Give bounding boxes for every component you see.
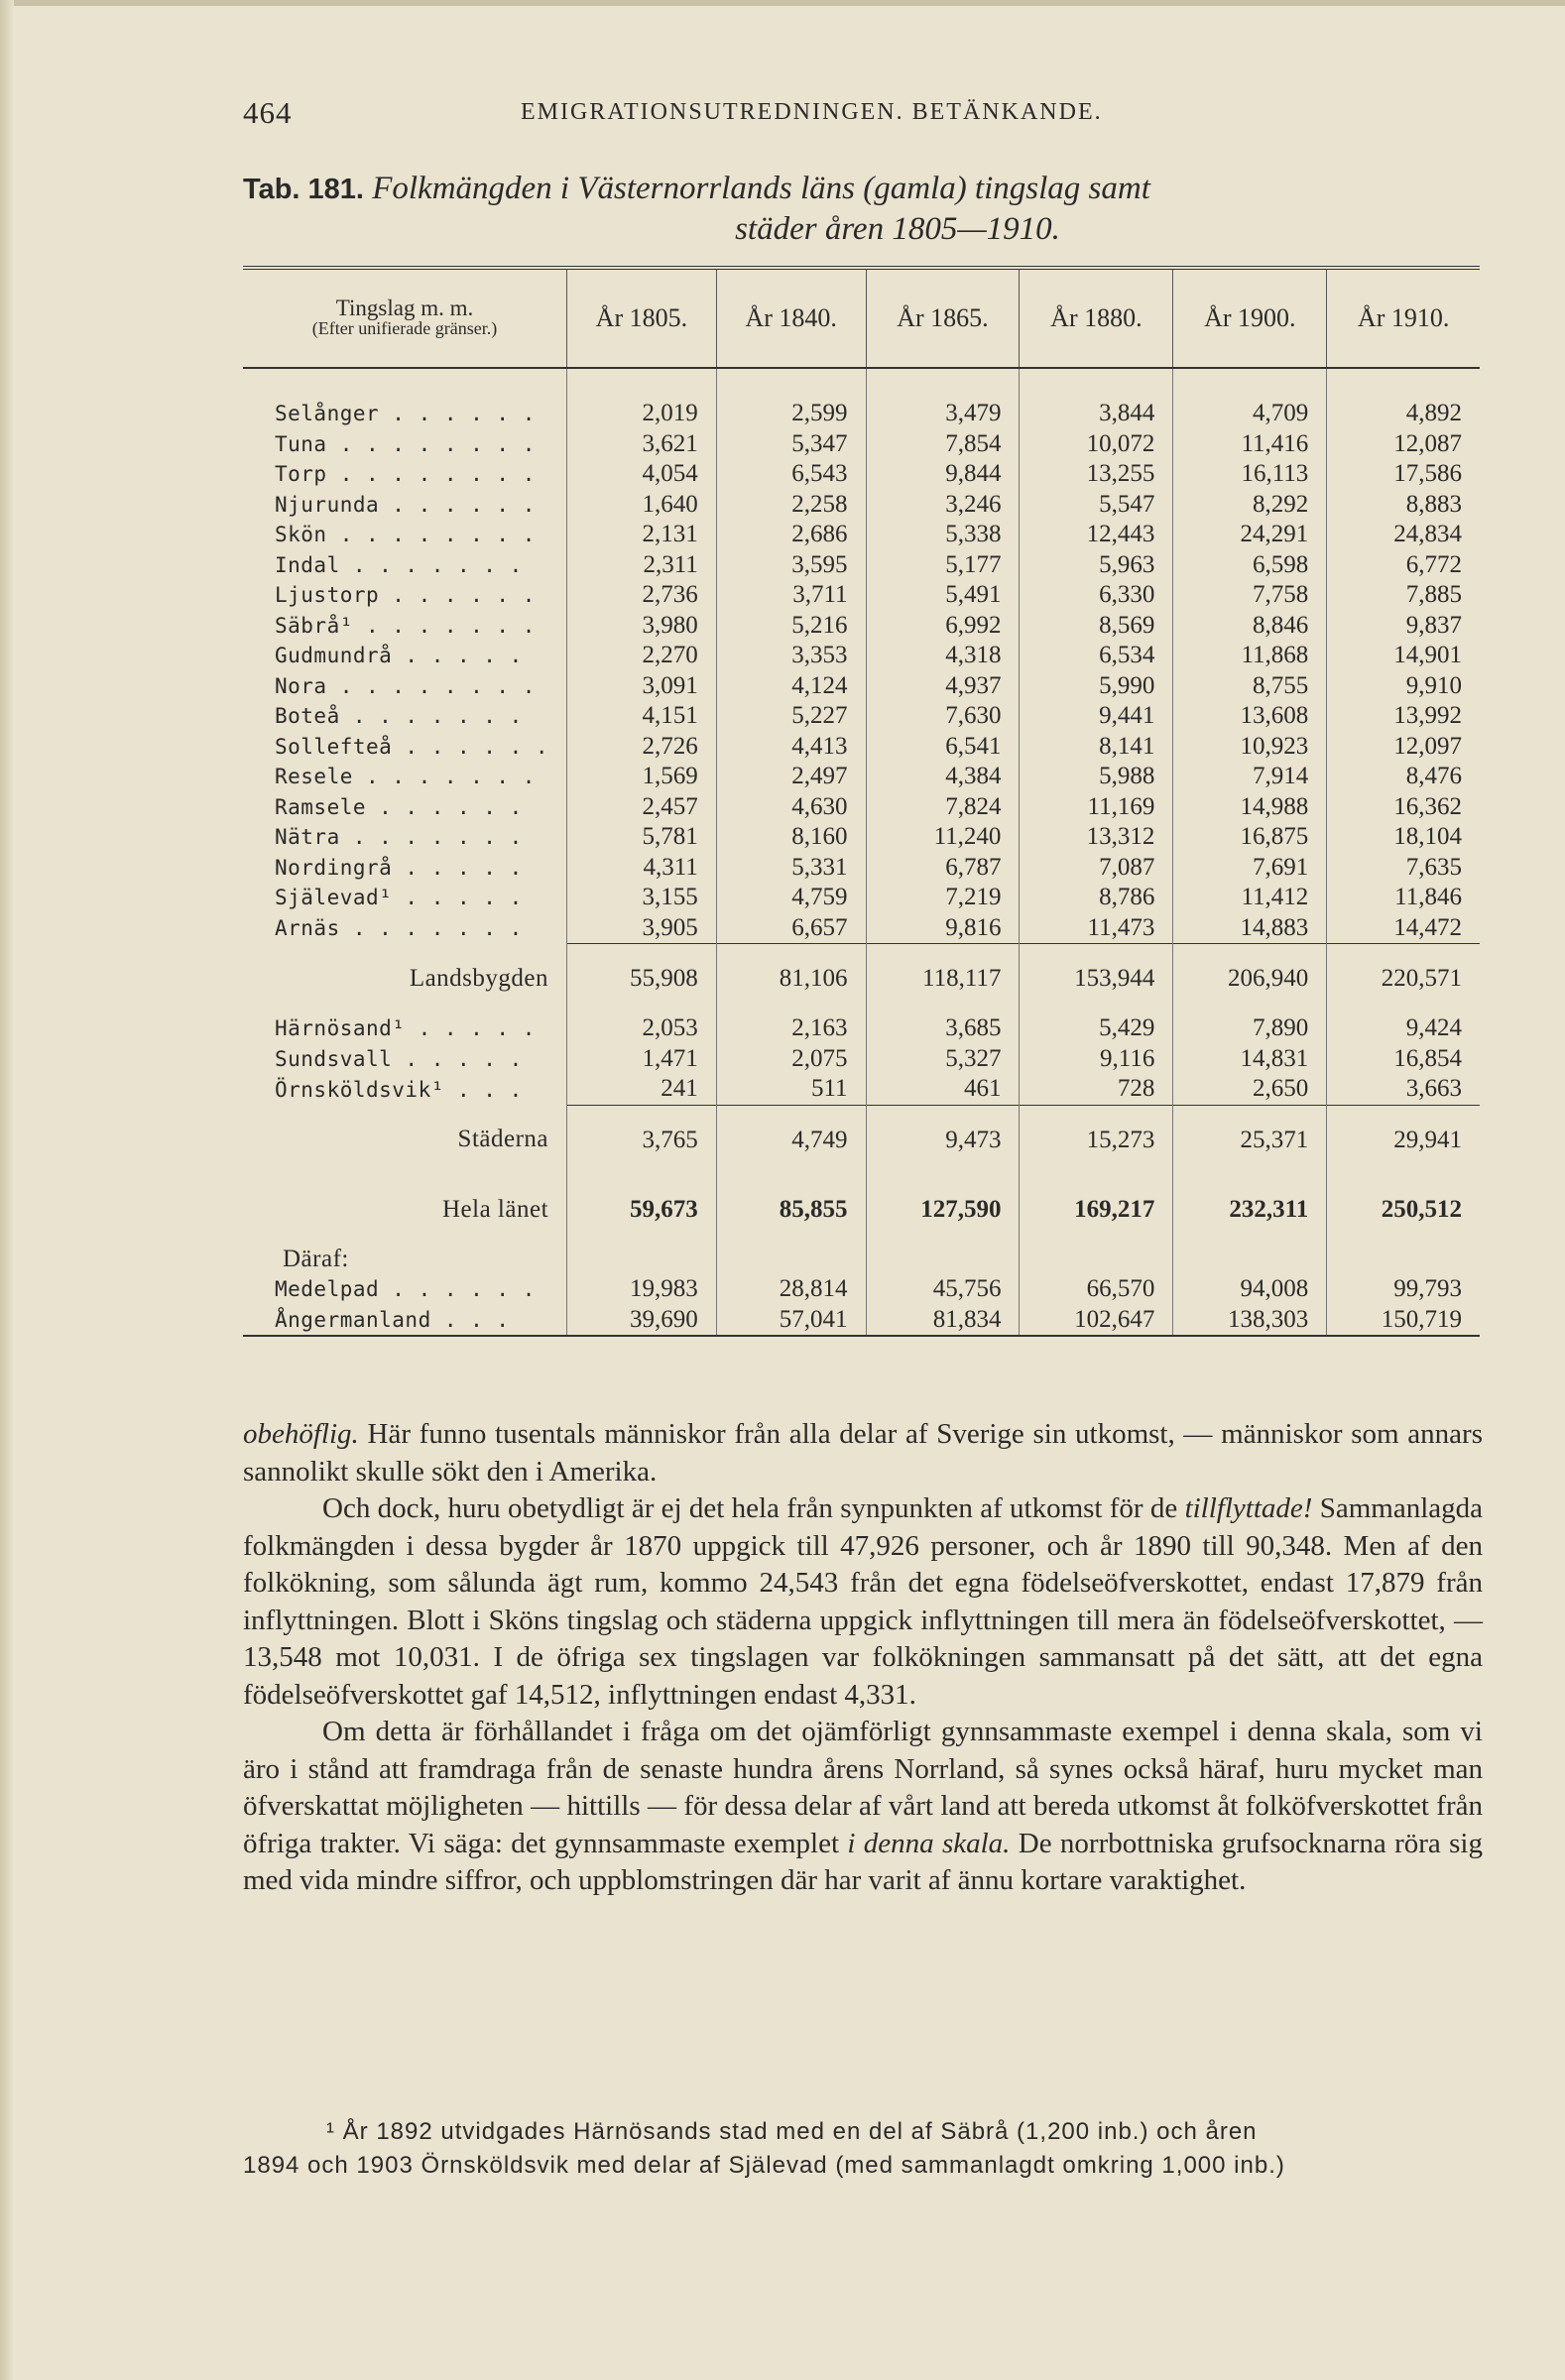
table-cell: 7,854 <box>866 429 1020 460</box>
row-label: Tuna . . . . . . . . <box>275 431 536 456</box>
table-cell: 81,106 <box>716 944 866 1014</box>
emphasis: obehöflig. <box>243 1418 359 1450</box>
table-cell: 9,441 <box>1020 701 1173 732</box>
column-header: År 1840. <box>716 268 866 368</box>
table-cell: 24,291 <box>1173 520 1327 550</box>
table-row <box>243 580 1480 611</box>
subtotal-row <box>243 944 1480 1014</box>
table-cell: 18,104 <box>1327 822 1480 853</box>
table-cell: 5,781 <box>567 822 717 853</box>
table-cell: 9,844 <box>866 459 1020 490</box>
running-head-title: EMIGRATIONSUTREDNINGEN. BETÄNKANDE. <box>521 99 1103 125</box>
table-cell: 241 <box>567 1074 717 1105</box>
table-cell: 2,311 <box>567 550 717 581</box>
table-row <box>243 1044 1480 1075</box>
table-cell: 150,719 <box>1327 1305 1480 1337</box>
table-cell: 7,824 <box>866 792 1020 823</box>
table-cell: 3,711 <box>716 580 866 611</box>
row-label: Nordingrå . . . . . <box>275 855 523 880</box>
table-cell: 1,569 <box>567 762 717 792</box>
emphasis: i denna skala. <box>847 1827 1011 1859</box>
table-cell: 5,988 <box>1020 762 1173 792</box>
table-cell: 14,472 <box>1327 913 1480 944</box>
table-cell: 11,240 <box>866 822 1020 853</box>
table-cell: 2,019 <box>567 399 717 429</box>
table-cell: 138,303 <box>1173 1305 1327 1337</box>
table-cell: 45,756 <box>866 1274 1020 1305</box>
table-cell: 9,910 <box>1327 671 1480 702</box>
table-cell: 2,131 <box>567 520 717 550</box>
table-row <box>243 762 1480 792</box>
table-cell: 5,338 <box>866 520 1020 550</box>
table-cell: 232,311 <box>1173 1175 1327 1245</box>
running-head <box>243 95 1478 131</box>
table-cell: 1,471 <box>567 1044 717 1075</box>
table-cell: 14,988 <box>1173 792 1327 823</box>
table-cell: 2,053 <box>567 1013 717 1044</box>
table-cell: 5,177 <box>866 550 1020 581</box>
table-cell: 6,772 <box>1327 550 1480 581</box>
table-cell: 7,758 <box>1173 580 1327 611</box>
table-row <box>243 1274 1480 1305</box>
table-cell: 5,227 <box>716 701 866 732</box>
table-cell: 5,429 <box>1020 1013 1173 1044</box>
table-cell: 8,292 <box>1173 490 1327 521</box>
table-cell: 4,749 <box>716 1105 866 1175</box>
table-cell: 4,413 <box>716 732 866 763</box>
row-label: Torp . . . . . . . . <box>275 462 536 487</box>
table-cell: 220,571 <box>1327 944 1480 1014</box>
table-cell: 3,621 <box>567 429 717 460</box>
row-label: Nora . . . . . . . . <box>275 673 536 698</box>
table-cell: 2,075 <box>716 1044 866 1075</box>
table-cell: 4,709 <box>1173 399 1327 429</box>
table-row <box>243 671 1480 702</box>
row-label: Boteå . . . . . . . <box>275 704 523 729</box>
table-cell: 153,944 <box>1020 944 1173 1014</box>
table-body <box>243 368 1480 1336</box>
table-cell: 3,479 <box>866 399 1020 429</box>
table-cell: 3,980 <box>567 611 717 642</box>
row-label: Selånger . . . . . . <box>275 402 536 426</box>
paragraph: Om detta är förhållandet i fråga om det ojämförligt gynnsammaste exempel i denna skala, som vi äro i stånd att framdraga från de senaste hundra årens Norrland, så synes också häraf, huru mycket man öfverskattat möjligheten — hittills — för dessa delar af vårt land att bereda utkomst åt folköfverskottet från öfriga trakter. Vi säga: det gynnsammaste exemplet i denna skala. De norrbottniska grufsocknarna röra sig med vida mindre siffror, och uppblomstringen där har varit af ännu kortare varaktighet. <box>243 1716 1483 1896</box>
table-row <box>243 732 1480 763</box>
paragraph: Och dock, huru obetydligt är ej det hela från synpunkten af utkomst för de tillflyttade! Sammanlagda folkmängden i dessa bygder år 1870 uppgick till 47,926 personer, och år 1890 till 90,348. Men af den folkökning, som sålunda ägt rum, kommo 24,543 från det egna födelseöfverskottet, endast 17,879 från inflyttningen. Blott i Sköns tingslag och städerna uppgick inflyttningen till mera än födelseöfverskottet, — 13,548 mot 10,031. I de öfriga sex tingslagen var folkökningen sammansatt på det sätt, att det egna födelseöfverskottet gaf 14,512, inflyttningen endast 4,331. <box>243 1492 1484 1711</box>
table-label: Tab. 181. <box>243 174 364 205</box>
table-row <box>243 701 1480 732</box>
table-row <box>243 883 1480 913</box>
table-cell: 15,273 <box>1020 1105 1173 1175</box>
table-cell: 4,311 <box>567 853 717 884</box>
table-cell: 3,765 <box>567 1105 717 1175</box>
darav-label: Däraf: <box>283 1245 349 1272</box>
table-cell: 5,331 <box>716 853 866 884</box>
table-cell: 66,570 <box>1020 1274 1173 1305</box>
table-row <box>243 429 1480 460</box>
emphasis: tillflyttade! <box>1184 1492 1313 1524</box>
table-cell: 7,885 <box>1327 580 1480 611</box>
table-cell: 8,141 <box>1020 732 1173 763</box>
table-cell: 6,541 <box>866 732 1020 763</box>
table-row <box>243 641 1480 671</box>
table-cell: 206,940 <box>1173 944 1327 1014</box>
table-row <box>243 1305 1480 1337</box>
table-cell: 11,169 <box>1020 792 1173 823</box>
table-cell: 81,834 <box>866 1305 1020 1337</box>
table-cell: 2,163 <box>716 1013 866 1044</box>
table-cell: 4,892 <box>1327 399 1480 429</box>
table-cell: 3,905 <box>567 913 717 944</box>
row-label: Nätra . . . . . . . <box>275 825 523 850</box>
table-cell: 3,091 <box>567 671 717 702</box>
row-label: Indal . . . . . . . <box>275 552 523 577</box>
subtotal-row <box>243 1105 1480 1175</box>
table-cell: 94,008 <box>1173 1274 1327 1305</box>
spacer-row <box>243 368 1480 399</box>
table-title-line2: städer åren 1805—1910. <box>735 211 1060 247</box>
table-cell: 9,116 <box>1020 1044 1173 1075</box>
table-cell: 5,963 <box>1020 550 1173 581</box>
table-cell: 12,087 <box>1327 429 1480 460</box>
column-header: År 1805. <box>567 268 717 368</box>
table-cell: 8,786 <box>1020 883 1173 913</box>
table-cell: 59,673 <box>567 1175 717 1245</box>
row-label: Säbrå¹ . . . . . . . <box>275 613 536 638</box>
table-row <box>243 1074 1480 1105</box>
table-cell: 13,312 <box>1020 822 1173 853</box>
table-cell: 5,990 <box>1020 671 1173 702</box>
table-cell: 511 <box>716 1074 866 1105</box>
table-cell: 6,992 <box>866 611 1020 642</box>
table-cell: 2,270 <box>567 641 717 671</box>
table-cell: 2,599 <box>716 399 866 429</box>
table-cell: 11,412 <box>1173 883 1327 913</box>
table-cell: 3,595 <box>716 550 866 581</box>
row-label: Njurunda . . . . . . <box>275 492 536 517</box>
table-cell: 3,353 <box>716 641 866 671</box>
table-cell: 13,255 <box>1020 459 1173 490</box>
page-edge <box>0 0 1565 6</box>
table-cell: 11,473 <box>1020 913 1173 944</box>
table-cell: 6,787 <box>866 853 1020 884</box>
row-label: Landsbygden <box>409 964 549 992</box>
table-cell: 28,814 <box>716 1274 866 1305</box>
table-cell: 13,992 <box>1327 701 1480 732</box>
row-label: Ramsele . . . . . . <box>275 794 523 819</box>
table-header-row <box>243 268 1480 368</box>
table-cell: 102,647 <box>1020 1305 1173 1337</box>
table-cell: 6,543 <box>716 459 866 490</box>
table-cell: 12,097 <box>1327 732 1480 763</box>
table-cell: 7,630 <box>866 701 1020 732</box>
table-cell: 99,793 <box>1327 1274 1480 1305</box>
table-cell: 14,883 <box>1173 913 1327 944</box>
table-cell: 16,854 <box>1327 1044 1480 1075</box>
row-label: Gudmundrå . . . . . <box>275 644 523 668</box>
table-row <box>243 490 1480 521</box>
table-row <box>243 913 1480 944</box>
table-row <box>243 1013 1480 1044</box>
table-cell: 3,246 <box>866 490 1020 521</box>
table-cell: 461 <box>866 1074 1020 1105</box>
table-cell: 14,901 <box>1327 641 1480 671</box>
table-cell: 127,590 <box>866 1175 1020 1245</box>
table-cell: 728 <box>1020 1074 1173 1105</box>
table-cell: 9,837 <box>1327 611 1480 642</box>
table-cell: 10,072 <box>1020 429 1173 460</box>
table-cell: 1,640 <box>567 490 717 521</box>
table-row <box>243 550 1480 581</box>
table-row <box>243 520 1480 550</box>
table-cell: 4,054 <box>567 459 717 490</box>
table-row <box>243 611 1480 642</box>
table-cell: 8,160 <box>716 822 866 853</box>
table-cell: 85,855 <box>716 1175 866 1245</box>
table-cell: 24,834 <box>1327 520 1480 550</box>
table-cell: 2,686 <box>716 520 866 550</box>
table-cell: 6,330 <box>1020 580 1173 611</box>
table-cell: 4,151 <box>567 701 717 732</box>
table-cell: 5,347 <box>716 429 866 460</box>
table-cell: 2,726 <box>567 732 717 763</box>
paragraph: obehöflig. Här funno tusentals människor från alla delar af Sverige sin utkomst, — människor som annars sannolikt skulle sökt den i Amerika. <box>243 1418 1483 1488</box>
table-row <box>243 792 1480 823</box>
table-cell: 19,983 <box>567 1274 717 1305</box>
table-cell: 16,113 <box>1173 459 1327 490</box>
table-cell: 9,816 <box>866 913 1020 944</box>
row-label: Sollefteå . . . . . . <box>275 734 549 759</box>
table-cell: 57,041 <box>716 1305 866 1337</box>
table-cell: 4,759 <box>716 883 866 913</box>
table-cell: 2,497 <box>716 762 866 792</box>
row-label: Sundsvall . . . . . <box>275 1046 523 1071</box>
row-label: Hela länet <box>441 1195 549 1223</box>
column-header: År 1910. <box>1327 268 1480 368</box>
darav-row <box>243 1245 1480 1275</box>
table-row <box>243 399 1480 429</box>
column-header: År 1900. <box>1173 268 1327 368</box>
table-cell: 11,846 <box>1327 883 1480 913</box>
table-cell: 2,650 <box>1173 1074 1327 1105</box>
table-cell: 7,219 <box>866 883 1020 913</box>
table-cell: 29,941 <box>1327 1105 1480 1175</box>
row-label: Arnäs . . . . . . . <box>275 916 523 940</box>
footnote: ¹ År 1892 utvidgades Härnösands stad med en del af Säbrå (1,200 inb.) och åren 1894 och 1903 Örnsköldsvik med delar af Själevad (med sammanlagdt omkring 1,000 inb.) <box>243 2118 1285 2179</box>
table-cell: 6,657 <box>716 913 866 944</box>
table-cell: 3,685 <box>866 1013 1020 1044</box>
row-label: Medelpad . . . . . . <box>275 1277 536 1302</box>
table-cell: 7,635 <box>1327 853 1480 884</box>
table-cell: 2,457 <box>567 792 717 823</box>
table-cell: 3,155 <box>567 883 717 913</box>
table-cell: 17,586 <box>1327 459 1480 490</box>
table-cell: 8,846 <box>1173 611 1327 642</box>
table-caption <box>243 169 1483 249</box>
table-row <box>243 853 1480 884</box>
table-cell: 8,476 <box>1327 762 1480 792</box>
table-cell: 250,512 <box>1327 1175 1480 1245</box>
row-label: Skön . . . . . . . . <box>275 523 536 547</box>
row-label: Härnösand¹ . . . . . <box>275 1016 536 1041</box>
table-cell: 10,923 <box>1173 732 1327 763</box>
table-cell: 9,424 <box>1327 1013 1480 1044</box>
table-cell: 25,371 <box>1173 1105 1327 1175</box>
table-cell: 7,890 <box>1173 1013 1327 1044</box>
table-cell: 8,569 <box>1020 611 1173 642</box>
table-cell: 3,663 <box>1327 1074 1480 1105</box>
table-cell: 169,217 <box>1020 1175 1173 1245</box>
table-title: Folkmängden i Västernorrlands läns (gamla) tingslag samt <box>372 171 1150 206</box>
table-cell: 5,216 <box>716 611 866 642</box>
table-cell: 2,258 <box>716 490 866 521</box>
table-cell: 8,755 <box>1173 671 1327 702</box>
table-cell: 7,691 <box>1173 853 1327 884</box>
table-cell: 4,318 <box>866 641 1020 671</box>
page-number: 464 <box>243 95 293 130</box>
table-cell: 16,875 <box>1173 822 1327 853</box>
table-cell: 8,883 <box>1327 490 1480 521</box>
table-cell: 2,736 <box>567 580 717 611</box>
row-label: Örnsköldsvik¹ . . . <box>275 1077 523 1102</box>
table-cell: 4,630 <box>716 792 866 823</box>
table-cell: 11,416 <box>1173 429 1327 460</box>
row-label: Städerna <box>457 1126 549 1153</box>
table-row <box>243 822 1480 853</box>
row-label: Resele . . . . . . . <box>275 765 536 789</box>
table-cell: 11,868 <box>1173 641 1327 671</box>
table-cell: 4,384 <box>866 762 1020 792</box>
table-cell: 6,534 <box>1020 641 1173 671</box>
table-cell: 5,327 <box>866 1044 1020 1075</box>
stub-header: Tingslag m. m. (Efter unifierade gränser.) <box>243 268 567 368</box>
table-cell: 13,608 <box>1173 701 1327 732</box>
table-cell: 4,124 <box>716 671 866 702</box>
table-cell: 5,491 <box>866 580 1020 611</box>
table-cell: 118,117 <box>866 944 1020 1014</box>
column-header: År 1880. <box>1020 268 1173 368</box>
table-cell: 9,473 <box>866 1105 1020 1175</box>
table-cell: 12,443 <box>1020 520 1173 550</box>
table-cell: 5,547 <box>1020 490 1173 521</box>
column-header: År 1865. <box>866 268 1020 368</box>
total-row <box>243 1175 1480 1245</box>
body-text <box>243 1416 1483 1900</box>
table-cell: 55,908 <box>567 944 717 1014</box>
population-table <box>243 266 1480 1337</box>
table-cell: 3,844 <box>1020 399 1173 429</box>
row-label: Själevad¹ . . . . . <box>275 886 523 910</box>
table-cell: 4,937 <box>866 671 1020 702</box>
table-cell: 16,362 <box>1327 792 1480 823</box>
table-cell: 14,831 <box>1173 1044 1327 1075</box>
table-row <box>243 459 1480 490</box>
page-binding-edge <box>0 0 14 2380</box>
table-cell: 6,598 <box>1173 550 1327 581</box>
row-label: Ångermanland . . . <box>275 1307 510 1332</box>
row-label: Ljustorp . . . . . . <box>275 583 536 608</box>
table-cell: 7,914 <box>1173 762 1327 792</box>
table-cell: 7,087 <box>1020 853 1173 884</box>
table-cell: 39,690 <box>567 1305 717 1337</box>
